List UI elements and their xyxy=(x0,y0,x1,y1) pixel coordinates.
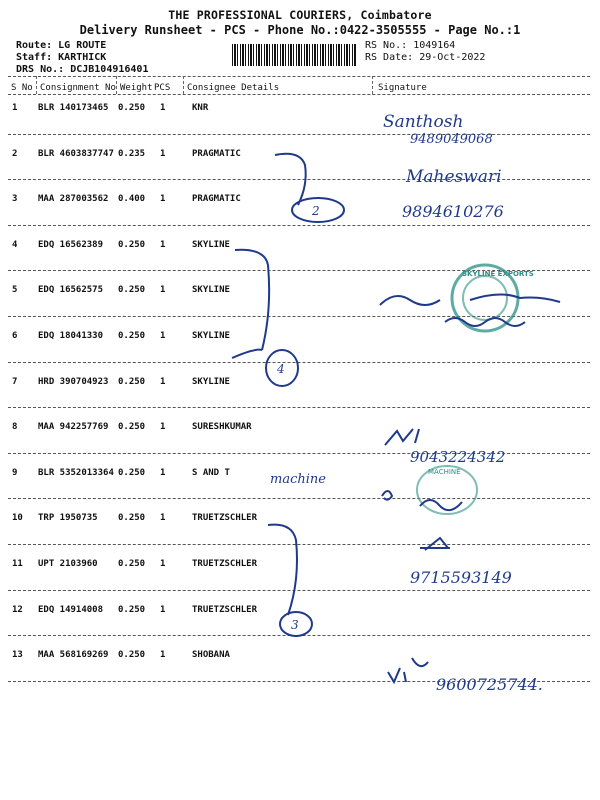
pen-bracket xyxy=(232,250,269,358)
column-header-pcs: PCS xyxy=(154,83,171,93)
row-sno: 9 xyxy=(12,467,18,478)
row-consignment-no: EDQ 16562575 xyxy=(38,285,104,296)
row-pcs: 1 xyxy=(160,103,166,113)
pen-bracket xyxy=(275,154,306,205)
row-consignment-no: MAA 942257769 xyxy=(38,422,109,433)
staff-label: Staff: xyxy=(16,52,53,63)
column-header-signature: Signature xyxy=(378,83,427,93)
rs-no-value: 1049164 xyxy=(413,40,456,51)
row-sno: 10 xyxy=(12,513,23,524)
handwritten-signature xyxy=(388,658,428,682)
route-label: Route: xyxy=(16,40,53,51)
handwritten-phone: 9489049068 xyxy=(410,132,493,147)
row-consignee: TRUETZSCHLER xyxy=(192,604,258,615)
handwritten-count: 2 xyxy=(312,204,320,218)
row-consignment-no: HRD 390704923 xyxy=(38,376,109,387)
row-sno: 5 xyxy=(12,285,18,296)
row-consignee: PRAGMATIC xyxy=(192,148,241,159)
row-weight: 0.250 xyxy=(118,604,146,615)
runsheet-subtitle: Delivery Runsheet - PCS - Phone No.:0422-3505555 - Page No.:1 xyxy=(79,23,521,37)
rs-date-label: RS Date: xyxy=(365,52,414,63)
row-sno: 4 xyxy=(12,239,18,250)
row-pcs: 1 xyxy=(160,513,166,524)
row-weight: 0.250 xyxy=(118,285,146,296)
row-weight: 0.250 xyxy=(118,331,146,341)
row-sno: 13 xyxy=(12,650,23,661)
column-header-consignment: Consignment No xyxy=(40,83,116,93)
row-consignment-no: UPT 2103960 xyxy=(38,559,98,569)
row-consignment-no: MAA 287003562 xyxy=(38,194,109,205)
handwritten-phone: 9600725744. xyxy=(436,675,543,694)
row-pcs: 1 xyxy=(160,331,166,341)
row-weight: 0.250 xyxy=(118,650,146,661)
handwritten-signature xyxy=(385,429,419,445)
row-weight: 0.250 xyxy=(118,467,146,478)
machine-stamp xyxy=(417,466,477,514)
stamp-text: SKYLINE EXPORTS xyxy=(462,270,534,278)
pen-bracket xyxy=(268,525,297,615)
row-pcs: 1 xyxy=(160,422,166,433)
row-consignee: TRUETZSCHLER xyxy=(192,559,258,569)
handwritten-phone: 9715593149 xyxy=(410,568,512,587)
row-consignee: KNR xyxy=(192,103,209,113)
staff-value: KARTHICK xyxy=(58,52,107,63)
row-weight: 0.250 xyxy=(118,513,146,524)
row-weight: 0.250 xyxy=(118,376,146,387)
handwritten-signature xyxy=(420,538,450,550)
row-consignment-no: MAA 568169269 xyxy=(38,650,109,661)
row-consignment-no: EDQ 14914008 xyxy=(38,604,104,615)
handwritten-phone: 9894610276 xyxy=(402,202,504,221)
row-consignee: SURESHKUMAR xyxy=(192,422,252,433)
handwritten-signature xyxy=(380,294,560,305)
row-sno: 2 xyxy=(12,148,18,159)
row-consignee: SKYLINE xyxy=(192,239,230,250)
route-value: LG ROUTE xyxy=(58,40,107,51)
column-header-consignee: Consignee Details xyxy=(187,83,280,93)
row-pcs: 1 xyxy=(160,650,166,661)
rs-date-value: 29-Oct-2022 xyxy=(419,52,486,63)
row-consignment-no: BLR 140173465 xyxy=(38,103,109,113)
handwritten-count: 3 xyxy=(291,618,299,632)
row-pcs: 1 xyxy=(160,559,166,569)
row-consignment-no: EDQ 18041330 xyxy=(38,331,104,341)
row-consignee: SKYLINE xyxy=(192,376,230,387)
row-pcs: 1 xyxy=(160,148,166,159)
stamp-inner-ring xyxy=(463,276,507,320)
row-consignee: S AND T xyxy=(192,467,230,478)
row-sno: 3 xyxy=(12,194,18,205)
handwritten-name: Maheswari xyxy=(406,167,502,187)
handwritten-name: Santhosh xyxy=(383,112,464,132)
row-pcs: 1 xyxy=(160,285,166,296)
row-sno: 1 xyxy=(12,103,18,113)
row-weight: 0.400 xyxy=(118,194,146,205)
row-pcs: 1 xyxy=(160,604,166,615)
drs-value: DCJB104916401 xyxy=(70,64,149,75)
row-consignee: TRUETZSCHLER xyxy=(192,513,258,524)
runsheet-title: THE PROFESSIONAL COURIERS, Coimbatore xyxy=(168,8,432,22)
column-header-sno: S No xyxy=(11,83,33,93)
row-consignment-no: TRP 1950735 xyxy=(38,513,98,524)
handwritten-note: machine xyxy=(270,472,326,487)
row-sno: 7 xyxy=(12,376,18,387)
row-weight: 0.235 xyxy=(118,148,146,159)
row-sno: 11 xyxy=(12,559,23,569)
row-weight: 0.250 xyxy=(118,422,146,433)
row-consignee: SHOBANA xyxy=(192,650,230,661)
row-pcs: 1 xyxy=(160,239,166,250)
row-pcs: 1 xyxy=(160,376,166,387)
column-header-weight: Weight xyxy=(120,83,153,93)
row-consignment-no: BLR 5352013364 xyxy=(38,467,114,478)
row-consignee: SKYLINE xyxy=(192,331,230,341)
row-consignee: SKYLINE xyxy=(192,285,230,296)
rs-no-label: RS No.: xyxy=(365,40,408,51)
row-sno: 8 xyxy=(12,422,18,433)
stamp-text: MACHINE xyxy=(428,468,461,476)
row-weight: 0.250 xyxy=(118,239,146,250)
drs-label: DRS No.: xyxy=(16,64,65,75)
row-consignee: PRAGMATIC xyxy=(192,194,241,205)
handwritten-signature xyxy=(382,491,462,510)
handwritten-phone: 9043224342 xyxy=(410,448,506,466)
row-pcs: 1 xyxy=(160,467,166,478)
row-consignment-no: EDQ 16562389 xyxy=(38,239,104,250)
row-pcs: 1 xyxy=(160,194,166,205)
row-weight: 0.250 xyxy=(118,559,146,569)
row-weight: 0.250 xyxy=(118,103,146,113)
handwritten-count: 4 xyxy=(277,362,285,376)
row-sno: 6 xyxy=(12,331,18,341)
row-sno: 12 xyxy=(12,604,23,615)
row-consignment-no: BLR 4603837747 xyxy=(38,148,114,159)
